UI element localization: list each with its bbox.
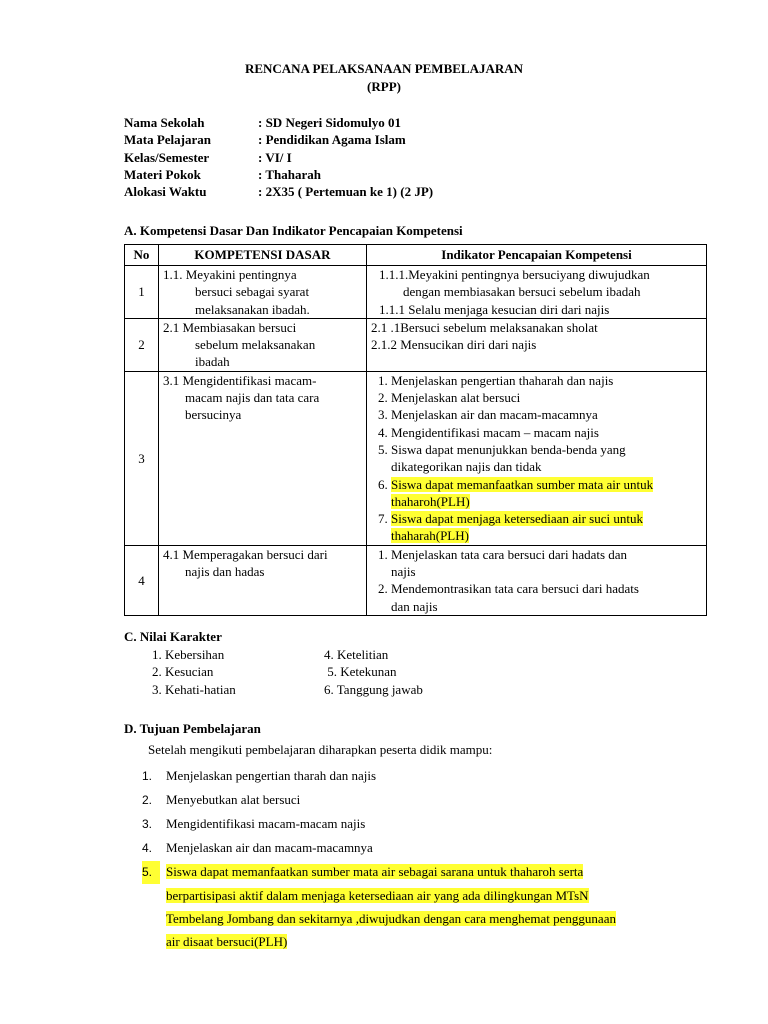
list-item [391, 580, 702, 615]
ipk-cell [367, 545, 707, 615]
kd-line: 4.1 Memperagakan bersuci dari [163, 546, 328, 562]
column-header-ipk: Indikator Pencapaian Kompetensi [367, 245, 707, 266]
identity-row [124, 131, 433, 148]
row-number: 2 [125, 318, 159, 371]
identity-value: : SD Negeri Sidomulyo 01 [258, 115, 401, 130]
objective-text-highlighted: berpartisipasi aktif dalam menjaga ketersediaan air yang ada dilingkungan MTsN [166, 888, 589, 903]
kd-line: sebelum melaksanakan [195, 337, 316, 353]
list-item-highlighted [391, 510, 702, 545]
kd-cell [159, 318, 367, 371]
character-row [152, 663, 423, 680]
identity-value: : VI/ I [258, 149, 292, 165]
ipk-cell [367, 318, 707, 371]
ipk-line: 1.1.1 Selalu menjaga kesucian diri dari najis [379, 301, 610, 317]
objective-text: Menjelaskan air dan macam-macamnya [166, 840, 373, 855]
objective-text-highlighted: air disaat bersuci(PLH) [166, 934, 288, 949]
identity-label: Alokasi Waktu [124, 184, 207, 200]
kd-cell [159, 545, 367, 615]
ipk-text: Mengidentifikasi macam – macam najis [391, 424, 599, 440]
character-value: 6. Tanggung jawab [324, 681, 423, 697]
list-item [391, 389, 702, 406]
identity-label: Materi Pokok [124, 166, 201, 182]
identity-value: : Thaharah [258, 166, 321, 182]
row-number: 1 [125, 266, 159, 319]
character-value: 5. Ketekunan [324, 664, 397, 680]
character-value: 2. Kesucian [152, 664, 214, 680]
identity-label: Mata Pelajaran [124, 132, 212, 148]
objective-line [142, 930, 712, 953]
objective-text-highlighted: Siswa dapat memanfaatkan sumber mata air sebagai sarana untuk thaharoh serta [166, 864, 584, 879]
document-title: RENCANA PELAKSANAAN PEMBELAJARAN [244, 61, 524, 76]
ipk-list [371, 372, 702, 545]
objective-line [142, 884, 712, 907]
identity-value: : 2X35 ( Pertemuan ke 1) (2 JP) [258, 184, 434, 200]
character-row [152, 681, 423, 698]
section-c-heading: C. Nilai Karakter [124, 629, 222, 644]
kd-line: macam najis dan tata cara [185, 390, 320, 406]
list-item [391, 406, 702, 423]
item-number: 2. [142, 793, 153, 807]
list-item [142, 764, 712, 788]
ipk-cell [367, 266, 707, 319]
ipk-line: 2.1 .1Bersuci sebelum melaksanakan sholat [371, 319, 598, 335]
ipk-text-highlighted: thaharoh(PLH) [391, 493, 470, 509]
identity-row [124, 183, 433, 200]
kd-line: ibadah [195, 354, 230, 370]
identity-row [124, 149, 433, 166]
document-subtitle: (RPP) [367, 79, 401, 94]
list-item-highlighted [391, 476, 702, 511]
objectives-list [142, 764, 712, 953]
ipk-cell [367, 371, 707, 545]
objective-text: Menjelaskan pengertian tharah dan najis [166, 768, 377, 783]
ipk-text: dan najis [391, 598, 438, 614]
character-row [152, 646, 423, 663]
table-row [125, 318, 707, 371]
table-row [125, 266, 707, 319]
ipk-text: Menjelaskan alat bersuci [391, 390, 521, 406]
table-row [125, 371, 707, 545]
section-d-heading: D. Tujuan Pembelajaran [124, 721, 261, 736]
ipk-text-highlighted: Siswa dapat memanfaatkan sumber mata air untuk [391, 476, 654, 492]
character-value: 4. Ketelitian [324, 647, 389, 662]
objectives-intro: Setelah mengikuti pembelajaran diharapkan peserta didik mampu: [148, 742, 493, 757]
ipk-text: Mendemontrasikan tata cara bersuci dari hadats [391, 581, 639, 597]
kd-line: 2.1 Membiasakan bersuci [163, 319, 297, 335]
ipk-text: Siswa dapat menunjukkan benda-benda yang [391, 441, 626, 457]
identity-block [124, 114, 433, 200]
objective-text-highlighted: Tembelang Jombang dan sekitarnya ,diwujudkan dengan cara menghemat penggunaan [166, 911, 616, 926]
identity-value: : Pendidikan Agama Islam [258, 132, 406, 148]
identity-row [124, 114, 433, 131]
character-values [152, 646, 423, 698]
list-item [391, 424, 702, 441]
objective-text: Menyebutkan alat bersuci [166, 792, 301, 807]
ipk-text: najis [391, 564, 416, 580]
kd-line: bersucinya [185, 407, 242, 423]
item-number: 5. [142, 861, 160, 884]
ipk-line: 1.1.1.Meyakini pentingnya bersuciyang diwujudkan [379, 267, 650, 282]
item-number: 4. [142, 841, 153, 855]
column-header-kd: KOMPETENSI DASAR [159, 245, 367, 266]
list-item [391, 441, 702, 476]
identity-label: Kelas/Semester [124, 149, 210, 165]
list-item [142, 812, 712, 836]
ipk-text: dikategorikan najis dan tidak [391, 459, 542, 475]
section-a-heading: A. Kompetensi Dasar Dan Indikator Pencapaian Kompetensi [124, 223, 463, 238]
item-number: 3. [142, 817, 153, 831]
character-value: 1. Kebersihan [152, 647, 225, 662]
kd-line: melaksanakan ibadah. [195, 301, 310, 317]
list-item [142, 788, 712, 812]
table-row [125, 545, 707, 615]
ipk-text-highlighted: thaharah(PLH) [391, 528, 469, 544]
kd-line: najis dan hadas [185, 564, 265, 580]
row-number: 4 [125, 545, 159, 615]
column-header-no: No [125, 245, 159, 266]
ipk-line: dengan membiasakan bersuci sebelum ibadah [403, 284, 641, 300]
ipk-text: Menjelaskan tata cara bersuci dari hadats dan [391, 546, 628, 562]
kd-line: 1.1. Meyakini pentingnya [163, 267, 297, 282]
ipk-list [371, 546, 702, 615]
character-value: 3. Kehati-hatian [152, 681, 236, 697]
table-header-row [125, 245, 707, 266]
kd-cell [159, 266, 367, 319]
ipk-line: 2.1.2 Mensucikan diri dari najis [371, 337, 537, 353]
kd-line: bersuci sebagai syarat [195, 284, 310, 300]
list-item [142, 836, 712, 860]
objective-text: Mengidentifikasi macam-macam najis [166, 816, 366, 831]
ipk-text: Menjelaskan pengertian thaharah dan najis [391, 372, 614, 388]
list-item [391, 372, 702, 389]
item-number: 1. [142, 769, 153, 783]
list-item [391, 546, 702, 581]
ipk-text-highlighted: Siswa dapat menjaga ketersediaan air suci untuk [391, 511, 643, 527]
objective-line [142, 907, 712, 930]
kd-line: 3.1 Mengidentifikasi macam- [163, 372, 317, 388]
identity-row [124, 166, 433, 183]
list-item-highlighted [142, 860, 712, 953]
identity-label: Nama Sekolah [124, 115, 205, 130]
competency-table [124, 244, 707, 616]
kd-cell [159, 371, 367, 545]
row-number: 3 [125, 371, 159, 545]
ipk-text: Menjelaskan air dan macam-macamnya [391, 407, 598, 423]
